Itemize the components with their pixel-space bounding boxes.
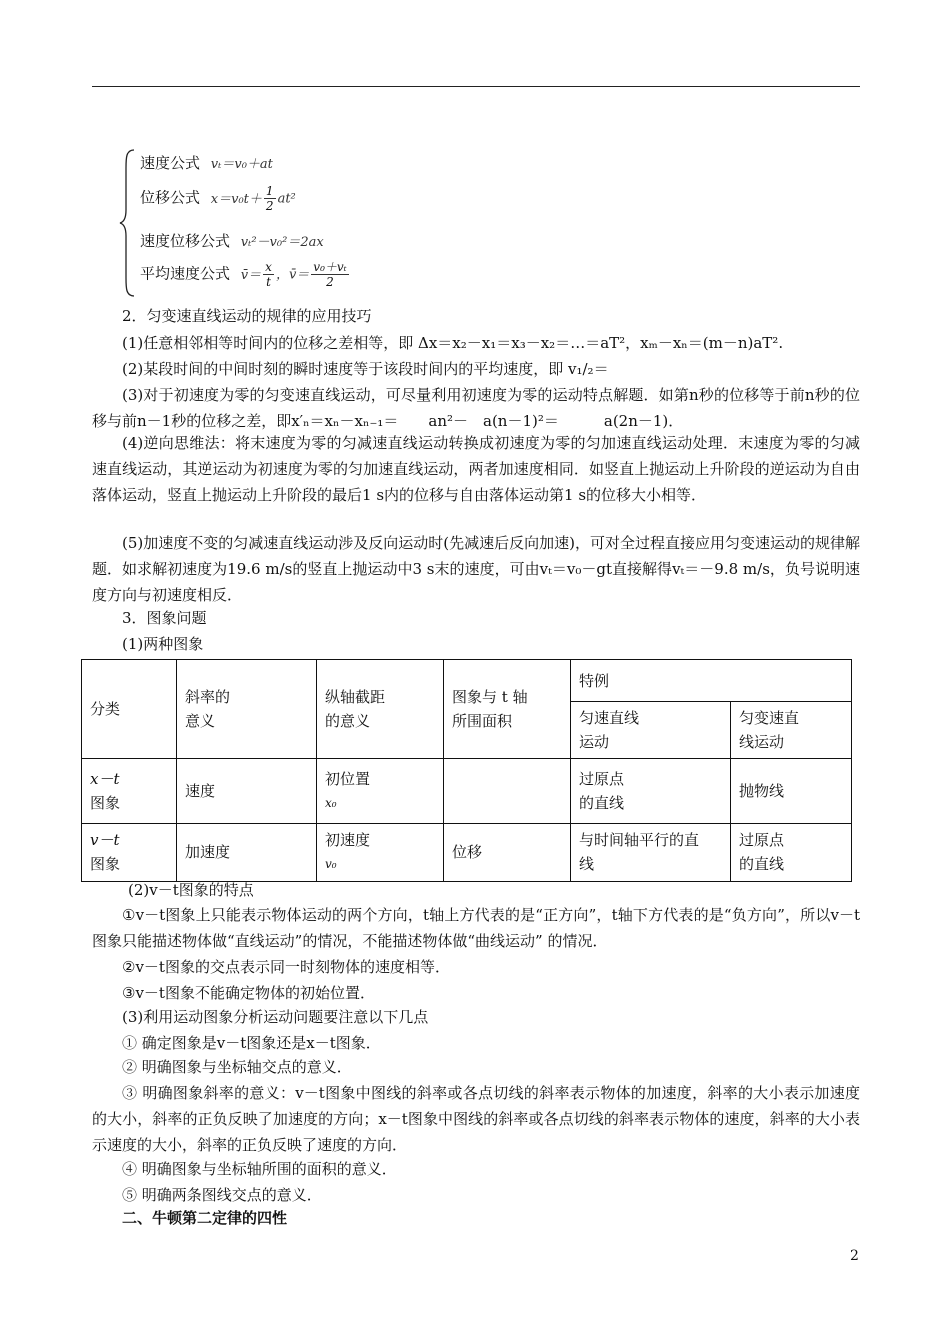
cell-slope: 速度 [177, 759, 317, 823]
cell-accel: 抛物线 [731, 759, 852, 823]
note-2: ② 明确图象与坐标轴交点的意义． [122, 1058, 352, 1076]
header-intercept: 纵轴截距 的意义 [317, 660, 444, 759]
cell-intercept: 初位置 x₀ [317, 759, 444, 823]
section3-sub2: (2)v－t图象的特点 [128, 881, 254, 899]
section2-p3: (3)对于初速度为零的匀变速直线运动，可尽量利用初速度为零的运动特点解题．如第n秒的位移等于前n秒的位移与前n－1秒的位移之差，即x′ₙ＝xₙ－xₙ₋₁＝ an²－ a(n－1)²＝ a(2n－1)． [92, 386, 860, 430]
formula-velocity [140, 152, 273, 173]
vt-point-3: ③v－t图象不能确定物体的初始位置． [122, 984, 375, 1002]
note-3: ③ 明确图象斜率的意义：v－t图象中图线的斜率或各点切线的斜率表示物体的加速度，斜率的大小表示加速度的大小，斜率的正负反映了加速度的方向；x－t图象中图线的斜率或各点切线的斜率表示物体的速度，斜率的大小表示速度的大小，斜率的正负反映了速度的方向． [92, 1084, 860, 1154]
cell-class: x－t 图象 [82, 759, 177, 823]
formula-label: 速度位移公式 [140, 232, 231, 250]
header-rule [92, 86, 860, 87]
cell-uniform: 过原点 的直线 [571, 759, 731, 823]
table-row [82, 759, 852, 823]
formula-expr: ，v̄＝ [275, 267, 310, 283]
section2-p1: (1)任意相邻相等时间内的位移之差相等，即 Δx＝x₂－x₁＝x₃－x₂＝…＝aT²，xₘ－xₙ＝(m－n)aT². [122, 334, 784, 352]
formula-label: 速度公式 [140, 154, 201, 172]
section-newton-heading: 二、牛顿第二定律的四性 [122, 1209, 288, 1227]
section2-p5: (5)加速度不变的匀减速直线运动涉及反向运动时(先减速后反向加速)，可对全过程直接应用匀变速运动的规律解题．如求解初速度为19.6 m/s的竖直上抛运动中3 s末的速度，可由vₜ＝v₀－gt直接解得vₜ＝－9.8 m/s，负号说明速度方向与初速度相反． [92, 534, 860, 604]
formula-velocity-displacement [140, 230, 324, 251]
formula-block [118, 148, 478, 298]
header-uniform: 匀速直线 运动 [571, 702, 731, 759]
fraction: $\frac{\text{v₀＋vₜ}}{2}$ [313, 260, 347, 289]
table-row [82, 823, 852, 881]
vt-point-2: ②v－t图象的交点表示同一时刻物体的速度相等． [122, 958, 450, 976]
formula-displacement [140, 184, 296, 213]
header-example: 特例 [571, 660, 852, 702]
cell-intercept: 初速度 v₀ [317, 823, 444, 881]
formula-expr: v̄＝ [240, 267, 262, 283]
formula-label: 平均速度公式 [140, 264, 231, 283]
header-slope: 斜率的 意义 [177, 660, 317, 759]
note-4: ④ 明确图象与坐标轴所围的面积的意义． [122, 1160, 397, 1178]
cell-slope: 加速度 [177, 823, 317, 881]
section2-p4: (4)逆向思维法：将末速度为零的匀减速直线运动转换成初速度为零的匀加速直线运动处理．末速度为零的匀减速直线运动，其逆运动为初速度为零的匀加速直线运动，两者加速度相同．如竖直上抛运动上升阶段的逆运动为自由落体运动，竖直上抛运动上升阶段的最后1 s内的位移与自由落体运动第1 s的位移大小相等． [92, 434, 860, 504]
header-class: 分类 [82, 660, 177, 759]
vt-point-1: ①v－t图象上只能表示物体运动的两个方向，t轴上方代表的是“正方向”，t轴下方代表的是“负方向”，所以v－t图象只能描述物体做“直线运动”的情况，不能描述物体做“曲线运动” 的情况． [92, 906, 860, 950]
note-5: ⑤ 明确两条图线交点的意义． [122, 1186, 322, 1204]
cell-uniform: 与时间轴平行的直 线 [571, 823, 731, 881]
section3-heading: 3．图象问题 [122, 609, 207, 627]
formula-expr: vₜ²－v₀²＝2ax [240, 235, 324, 250]
fraction: $\frac{x}{t}$ [265, 260, 272, 289]
page-number: 2 [850, 1248, 859, 1264]
note-1: ① 确定图象是v－t图象还是x－t图象． [122, 1034, 381, 1052]
cell-area [444, 759, 571, 823]
cell-accel: 过原点 的直线 [731, 823, 852, 881]
cell-class: v－t 图象 [82, 823, 177, 881]
formula-label: 位移公式 [140, 188, 201, 207]
header-accel: 匀变速直 线运动 [731, 702, 852, 759]
formula-expr: x＝v₀t＋ [210, 191, 262, 207]
formula-expr: at² [277, 191, 296, 207]
graph-comparison-table [81, 659, 852, 882]
left-brace-icon [118, 148, 136, 298]
section3-sub1: (1)两种图象 [122, 635, 204, 653]
header-area: 图象与 t 轴 所围面积 [444, 660, 571, 759]
fraction: $\frac{1}{2}$ [265, 184, 274, 213]
formula-average-velocity [140, 260, 351, 289]
formula-expr: vₜ＝v₀＋at [210, 157, 273, 172]
cell-area: 位移 [444, 823, 571, 881]
section2-p2: (2)某段时间的中间时刻的瞬时速度等于该段时间内的平均速度，即 v₁/₂＝ [122, 360, 609, 378]
section2-heading: 2．匀变速直线运动的规律的应用技巧 [122, 307, 372, 325]
section3-sub3: (3)利用运动图象分析运动问题要注意以下几点 [122, 1008, 429, 1026]
